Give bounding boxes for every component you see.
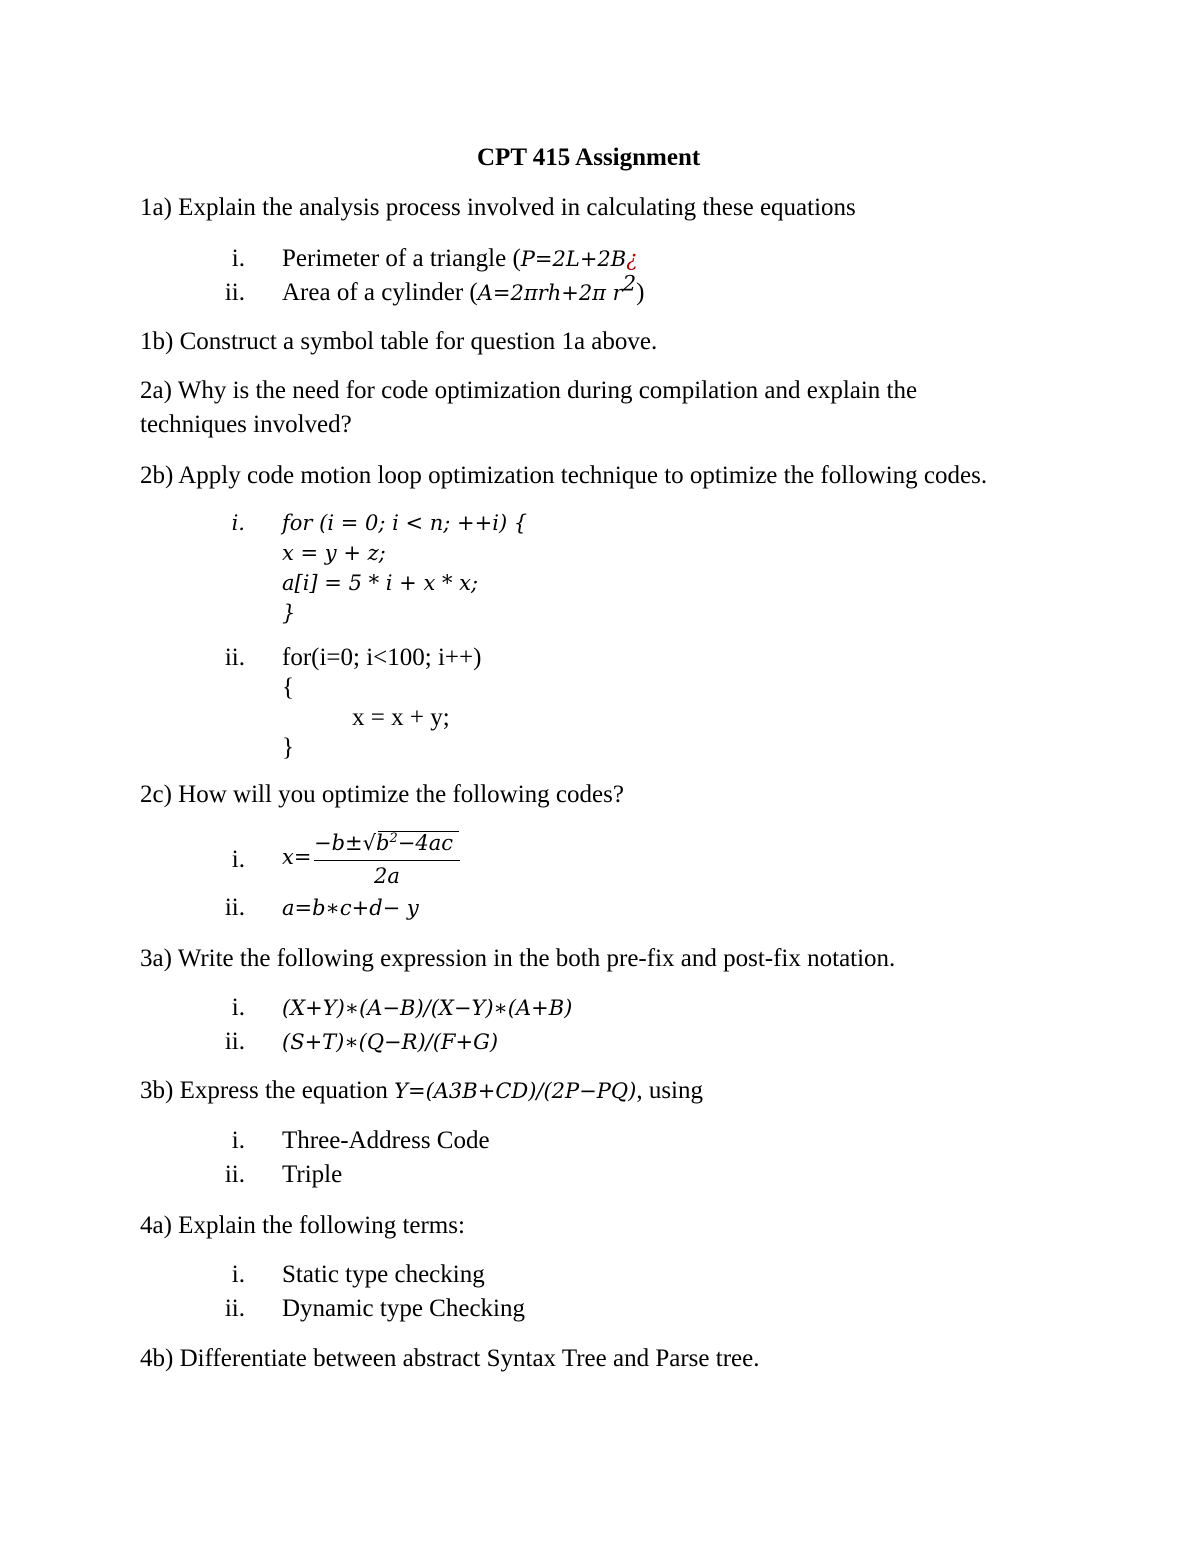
quadratic-formula [282, 828, 482, 892]
item-number: ii. [224, 894, 245, 921]
item-number: i. [231, 1261, 245, 1288]
triple-item: Triple [282, 1161, 343, 1188]
question-1a-item-1 [282, 244, 637, 274]
fraction-bar [314, 860, 460, 861]
closing-paren: ) [636, 279, 645, 306]
equation-y: Y=(A3B+CD)/(2P−PQ) [394, 1079, 637, 1103]
item-number: ii. [224, 1161, 245, 1188]
question-2a-line-1: 2a) Why is the need for code optimization during compilation and explain the [140, 377, 918, 404]
question-3b-prompt [140, 1076, 703, 1106]
perimeter-equation: P=2L+2B [520, 247, 627, 271]
static-type-checking-item: Static type checking [282, 1261, 485, 1288]
item-text: Area of a cylinder ( [282, 279, 478, 306]
formula-lhs: x= [282, 845, 312, 869]
code-1-line-1: for (i = 0; i < n; ++i) { [282, 511, 528, 535]
item-number: i. [231, 846, 245, 873]
item-number: ii. [224, 279, 245, 306]
expression-st-qr-fg: (S+T)∗(Q−R)/(F+G) [282, 1030, 499, 1054]
question-2c-prompt: 2c) How will you optimize the following codes? [140, 781, 624, 808]
code-1-line-2: x = y + z; [282, 541, 386, 565]
item-number: ii. [224, 1028, 245, 1055]
prompt-post: , using [636, 1077, 703, 1104]
formula-numerator [314, 831, 453, 855]
formula-denominator: 2a [374, 864, 400, 888]
three-address-code-item: Three-Address Code [282, 1127, 490, 1154]
question-4b-prompt: 4b) Differentiate between abstract Syntax Tree and Parse tree. [140, 1345, 760, 1372]
radicand-exponent: 2 [389, 831, 398, 846]
item-number: ii. [224, 644, 245, 671]
code-1-line-3: a[i] = 5 * i + x * x; [282, 571, 479, 595]
expression-abcdy: a=b∗c+d− y [282, 896, 419, 920]
code-1-line-4: } [282, 601, 296, 625]
code-2-line-3: x = x + y; [352, 704, 450, 731]
code-2-line-2: { [282, 674, 294, 701]
question-2b-prompt: 2b) Apply code motion loop optimization technique to optimize the following codes. [140, 462, 988, 489]
numerator-prefix: −b±√ [314, 831, 377, 855]
item-number: i. [231, 1127, 245, 1154]
prompt-pre: 3b) Express the equation [140, 1077, 395, 1104]
page-title: CPT 415 Assignment [477, 144, 701, 171]
item-number: i. [231, 245, 245, 272]
dynamic-type-checking-item: Dynamic type Checking [282, 1295, 525, 1322]
question-1a-prompt: 1a) Explain the analysis process involved in calculating these equations [140, 194, 856, 221]
question-3a-prompt: 3a) Write the following expression in the both pre-fix and post-fix notation. [140, 945, 896, 972]
exponent: 2 [622, 271, 637, 296]
item-text: Perimeter of a triangle ( [282, 245, 521, 272]
item-number: ii. [224, 1295, 245, 1322]
code-2-line-4: } [282, 734, 294, 761]
question-1b-prompt: 1b) Construct a symbol table for question 1a above. [140, 328, 658, 355]
item-number: i. [231, 994, 245, 1021]
question-1a-item-2 [282, 271, 645, 308]
question-4a-prompt: 4a) Explain the following terms: [140, 1212, 465, 1239]
radicand-base: b [376, 831, 390, 855]
expression-xy-ab: (X+Y)∗(A−B)/(X−Y)∗(A+B) [282, 996, 573, 1020]
item-number: i. [231, 511, 245, 535]
code-2-line-1: for(i=0; i<100; i++) [282, 644, 482, 671]
unclosed-paren-mark: ¿ [626, 247, 638, 271]
sqrt-overline [378, 831, 459, 832]
radicand-rest: −4ac [397, 831, 453, 855]
cylinder-area-equation: A=2πrh+2π r [477, 281, 623, 305]
question-2a-line-2: techniques involved? [140, 411, 352, 438]
